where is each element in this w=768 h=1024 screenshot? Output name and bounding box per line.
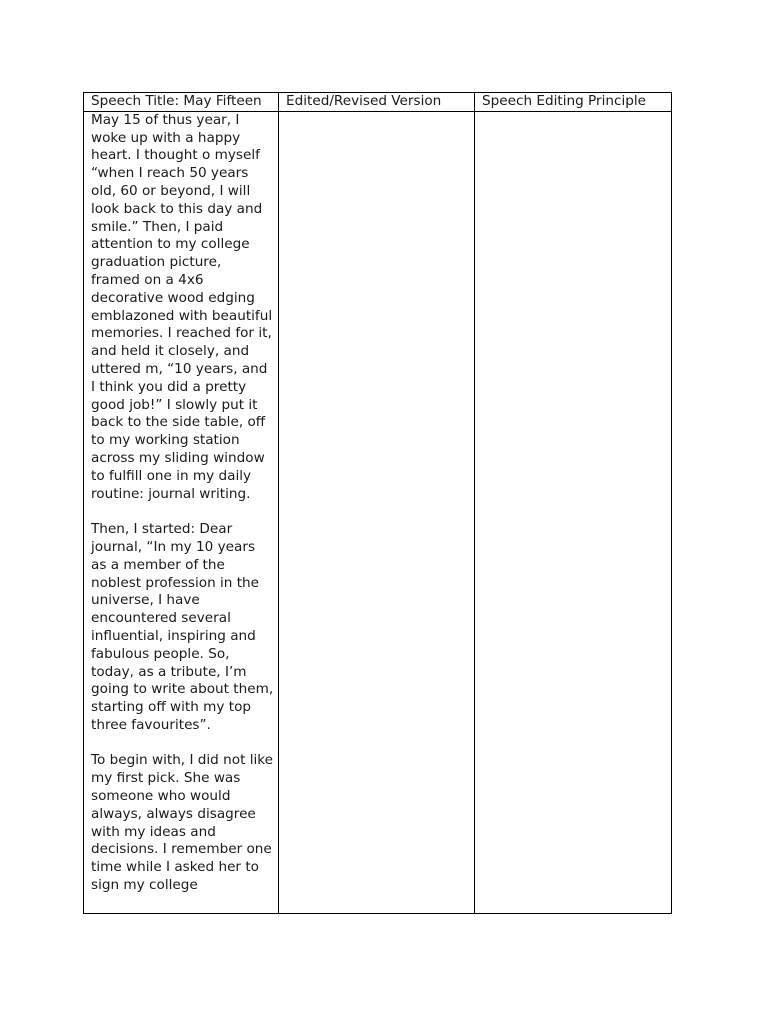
edited-version-cell [279,111,475,913]
table-row [84,111,672,913]
editing-principle-cell [475,111,672,913]
header-speech-title: Speech Title: May Fifteen [84,93,279,112]
header-speech-editing-principle: Speech Editing Principle [475,93,672,112]
speech-text-cell [84,111,279,913]
speech-editing-table [83,92,672,914]
table-header-row [84,93,672,112]
speech-paragraph-1: May 15 of thus year, I woke up with a happy heart. I thought o myself “when I reach 50 years old, 60 or beyond, I will look back to this day and smile.” Then, I paid attention to my college graduation picture, framed on a 4x6 decorative wood edging emblazoned with beautiful memories. I reached for it, and held it closely, and uttered m, “10 years, and I think you did a pretty good job!” I slowly put it back to the side table, off to my working station across my sliding window to fulfill one in my daily routine: journal writing. [91,111,273,502]
speech-paragraph-3: To begin with, I did not like my first pick. She was someone who would always, always disagree with my ideas and decisions. I remember one time while I asked her to sign my college [91,752,274,894]
header-edited-revised-version: Edited/Revised Version [279,93,475,112]
speech-paragraph-2: Then, I started: Dear journal, “In my 10 years as a member of the noblest profession in the universe, I have encountered several influential, inspiring and fabulous people. So, today, as a tribute, I’m going to write about them, starting off with my top three favourites”. [91,521,274,733]
